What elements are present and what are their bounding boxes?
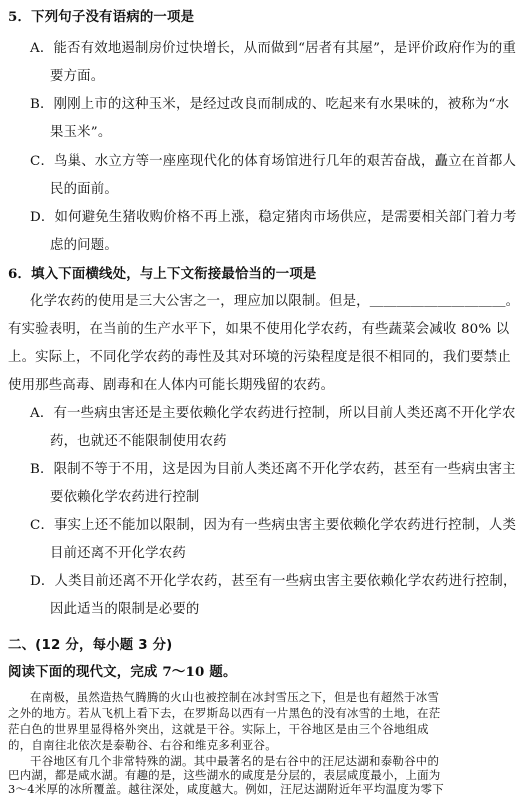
q5-option-a-line2: 要方面。	[50, 69, 105, 84]
section-2-header: 二、(12 分，每小题 3 分)	[8, 638, 173, 653]
q5-option-d-line2: 虑的问题。	[50, 238, 118, 253]
q6-passage-line4: 使用那些高毒、剧毒和在人体内可能长期残留的农药。	[8, 378, 335, 393]
q6-option-d-line2: 因此适当的限制是必要的	[50, 602, 200, 617]
q5-option-b-line1: B．刚刚上市的这种玉米，是经过改良而制成的、吃起来有水果味的，被称为“水	[30, 97, 510, 112]
q6-option-b-line1: B．限制不等于不用，这是因为目前人类还离不开化学农药，甚至有一些病虫害主	[30, 462, 516, 477]
q6-option-d-line1: D．人类目前还离不开化学农药，甚至有一些病虫害主要依赖化学农药进行控制，	[30, 574, 517, 589]
q5-option-c-line2: 民的面前。	[50, 182, 118, 197]
q5-option-c-line1: C．鸟巢、水立方等一座座现代化的体育场馆进行几年的艰苦奋战，矗立在首都人	[30, 154, 517, 169]
q6-option-c-line2: 目前还离不开化学农药	[50, 546, 186, 561]
reading-passage-line4: 的，自南往北依次是泰勒谷、右谷和维克多利亚谷。	[8, 738, 277, 752]
q6-option-c-line1: C．事实上还不能加以限制，因为有一些病虫害主要依赖化学农药进行控制，人类	[30, 518, 517, 533]
q5-title: 5．下列句子没有语病的一项是	[8, 9, 195, 25]
reading-passage-line3: 茫白色的世界里显得格外突出，这就是干谷。实际上，干谷地区是由三个谷地组成	[8, 722, 429, 736]
q6-passage-line1	[30, 293, 519, 311]
reading-passage-line1: 在南极，虽然造热气腾腾的火山也被控制在冰封雪压之下，但是也有超然于冰雪	[30, 690, 440, 704]
q6-passage-text: 化学农药的使用是三大公害之一，理应加以限制。但是，	[30, 294, 370, 309]
q6-passage-line3: 上。实际上，不同化学农药的毒性及其对环境的污染程度是很不相同的，我们要禁止	[8, 350, 511, 365]
q6-option-a-line1: A．有一些病虫害还是主要依赖化学农药进行控制，所以目前人类还离不开化学农	[30, 406, 516, 421]
reading-passage-line6: 巴内湖，都是咸水湖。有趣的是，这些湖水的咸度是分层的，表层咸度最小，上面为	[8, 768, 441, 782]
q6-title: 6．填入下面横线处，与上下文衔接最恰当的一项是	[8, 266, 317, 282]
q6-option-b-line2: 要依赖化学农药进行控制	[50, 490, 200, 505]
q5-option-a-line1: A．能否有效地遏制房价过快增长，从而做到“居者有其屋”，是评价政府作为的重	[30, 41, 517, 56]
q5-option-d-line1: D．如何避免生猪收购价格不再上涨，稳定猪肉市场供应，是需要相关部门着力考	[30, 210, 517, 225]
reading-passage-line7: 3～4米厚的冰所覆盖。越往深处，咸度越大。例如，汪尼达湖附近年平均温度为零下	[8, 782, 444, 796]
q6-passage-line2: 有实验表明，在当前的生产水平下，如果不使用化学农药，有些蔬菜会减收 80% 以	[8, 322, 510, 337]
q6-answer-blank: ＿＿＿＿＿＿＿＿＿＿。	[369, 294, 520, 309]
reading-passage-line2: 之外的地方。若从飞机上看下去，在罗斯岛以西有一片黑色的没有冰雪的土地，在茫	[8, 706, 441, 720]
q5-option-b-line2: 果玉米”。	[50, 125, 112, 140]
reading-passage-line5: 干谷地区有几个非常特殊的湖。其中最著名的是右谷中的汪尼达湖和泰勒谷中的	[30, 754, 440, 768]
section-2-instruction: 阅读下面的现代文，完成 7～10 题。	[8, 664, 237, 680]
q6-option-a-line2: 药，也就还不能限制使用农药	[50, 434, 227, 449]
